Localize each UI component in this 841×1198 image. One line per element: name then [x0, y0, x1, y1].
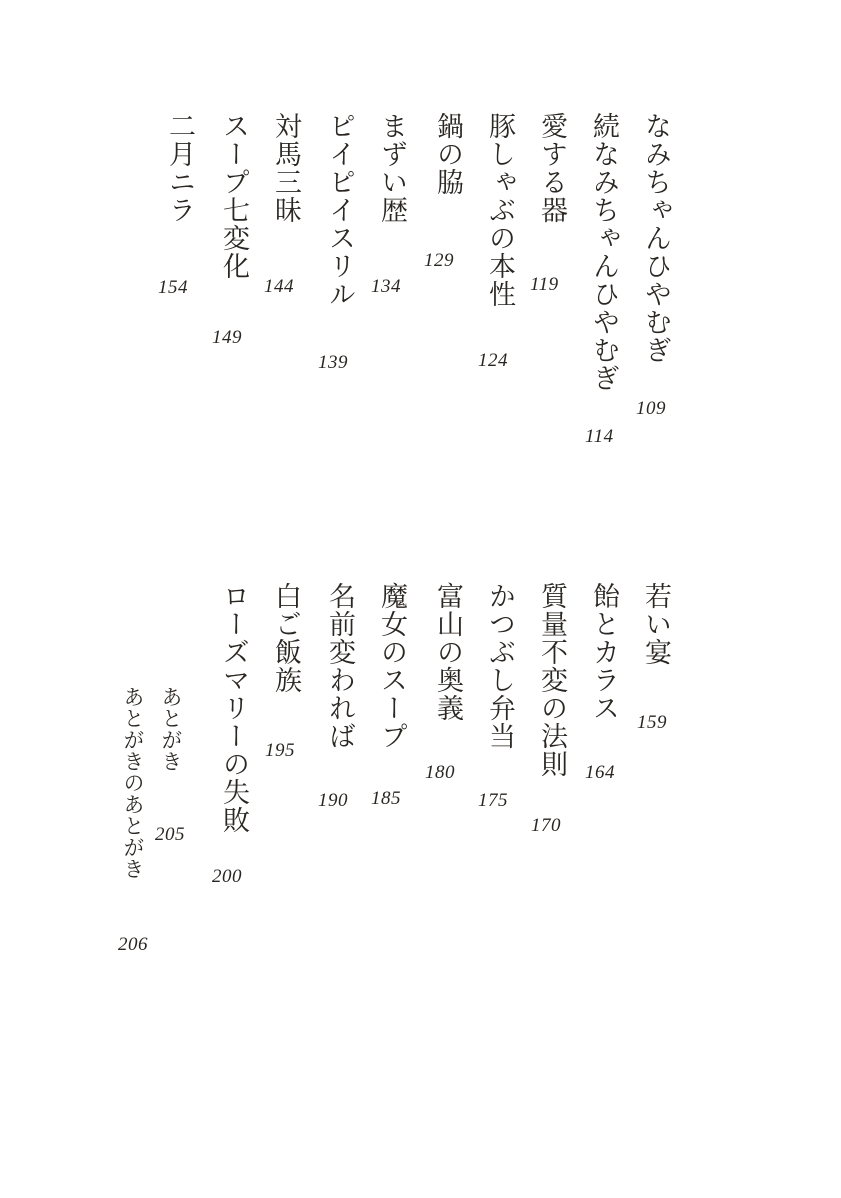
toc-entry-page: 205 — [155, 824, 185, 845]
toc-entry-page: 134 — [371, 276, 401, 297]
toc-entry-title: 名前変われば — [324, 582, 355, 750]
toc-entry-page: 129 — [424, 250, 454, 271]
toc-entry[interactable] — [476, 582, 522, 750]
toc-entry-title: なみちゃんひやむぎ — [640, 112, 671, 364]
toc-entry-title: あとがきのあとがき — [121, 686, 145, 880]
toc-entry-title: 愛する器 — [536, 112, 567, 224]
toc-entry-page: 119 — [530, 274, 559, 295]
toc-entry-title: 若い宴 — [640, 582, 671, 666]
toc-entry[interactable] — [156, 112, 202, 224]
toc-entry-page: 195 — [265, 740, 295, 761]
toc-entry[interactable] — [368, 582, 414, 750]
toc-entry-title: ピイピイスリル — [324, 112, 355, 308]
toc-entry[interactable] — [580, 112, 626, 392]
toc-entry[interactable] — [424, 582, 470, 722]
toc-entry-page: 109 — [636, 398, 666, 419]
toc-entry-page: 175 — [478, 790, 508, 811]
toc-entry-title: まずい歴 — [376, 112, 407, 224]
toc-entry-page: 206 — [118, 934, 148, 955]
toc-entry[interactable] — [210, 582, 256, 834]
toc-entry-title: 続なみちゃんひやむぎ — [588, 112, 619, 392]
toc-entry-title: 二月ニラ — [164, 112, 195, 224]
toc-entry[interactable] — [262, 582, 308, 694]
toc-entry-page: 190 — [318, 790, 348, 811]
toc-entry[interactable] — [368, 112, 414, 224]
toc-entry-title: スープ七変化 — [218, 112, 249, 280]
toc-entry[interactable] — [632, 582, 678, 666]
toc-entry-title: 豚しゃぶの本性 — [484, 112, 515, 308]
toc-entry-page: 114 — [585, 426, 614, 447]
toc-entry-title: 飴とカラス — [588, 582, 619, 722]
toc-entry-page: 200 — [212, 866, 242, 887]
toc-entry[interactable] — [156, 686, 186, 772]
toc-entry-page: 159 — [637, 712, 667, 733]
toc-entry[interactable] — [632, 112, 678, 364]
toc-entry-page: 149 — [212, 327, 242, 348]
toc-entry-page: 180 — [425, 762, 455, 783]
toc-entry[interactable] — [262, 112, 308, 224]
toc-entry-title: 魔女のスープ — [376, 582, 407, 750]
toc-entry-title: 鍋の脇 — [432, 112, 463, 196]
toc-entry-title: 白ご飯族 — [270, 582, 301, 694]
toc-entry-title: ローズマリーの失敗 — [218, 582, 249, 834]
toc-entry-title: 富山の奥義 — [432, 582, 463, 722]
toc-entry-title: あとがき — [159, 686, 183, 772]
toc-entry[interactable] — [528, 582, 574, 778]
toc-entry[interactable] — [528, 112, 574, 224]
toc-entry-page: 154 — [158, 277, 188, 298]
toc-entry-page: 164 — [585, 762, 615, 783]
toc-entry-title: 質量不変の法則 — [536, 582, 567, 778]
toc-entry-title: かつぶし弁当 — [484, 582, 515, 750]
toc-entry-page: 185 — [371, 788, 401, 809]
toc-entry[interactable] — [580, 582, 626, 722]
toc-entry[interactable] — [118, 686, 148, 880]
toc-entry-title: 対馬三昧 — [270, 112, 301, 224]
toc-entry[interactable] — [476, 112, 522, 308]
toc-entry-page: 144 — [264, 276, 294, 297]
toc-entry[interactable] — [316, 112, 362, 308]
toc-entry-page: 170 — [531, 815, 561, 836]
toc-entry[interactable] — [210, 112, 256, 280]
toc-entry-page: 124 — [478, 350, 508, 371]
toc-entry[interactable] — [316, 582, 362, 750]
toc-entry-page: 139 — [318, 352, 348, 373]
toc-entry[interactable] — [424, 112, 470, 196]
